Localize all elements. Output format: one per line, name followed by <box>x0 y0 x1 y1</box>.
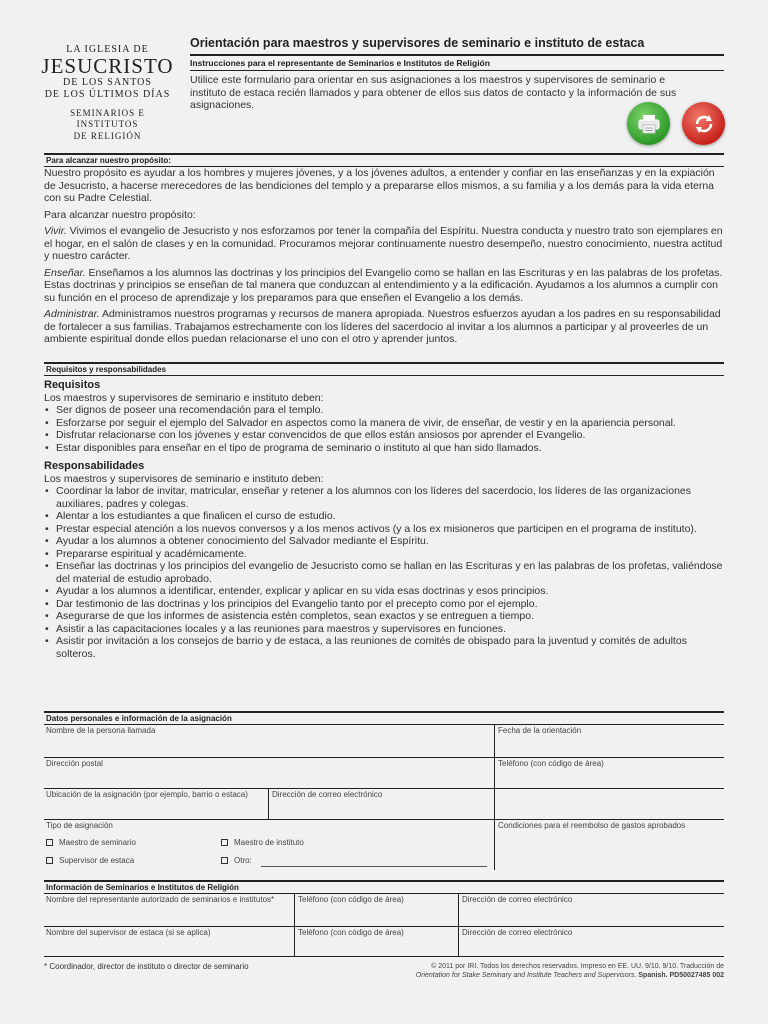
purpose-bar: Para alcanzar nuestro propósito: <box>44 153 724 167</box>
logo-line6: DE RELIGIÓN <box>73 131 142 141</box>
vivir-text: Vivimos el evangelio de Jesucristo y nos esforzamos por tener la compañía del Espíritu. Nuestra conducta y nuestro trato son ejemplares en el hogar, en el salón de clases y en la comunidad. Procuramos mejorar continuamente nuestro desempeño, nuestro conocimiento, nuestra actitud y nuestro carácter. <box>44 225 723 262</box>
ensenar-text: Enseñamos a los alumnos las doctrinas y los principios del Evangelio como se hallan en las Escrituras y en las palabras de los profetas. Estas doctrinas y principios se enseñan de tal manera que conduzcan al entendimiento y a la edificación. Ayudamos a los alumnos a cumplir con su función en el proceso de aprendizaje y los preparamos para que enseñen el Evangelio a los demás. <box>44 266 723 304</box>
sup-phone-field[interactable]: Teléfono (con código de área) <box>298 928 404 937</box>
responsibilities-list <box>44 485 724 660</box>
intro-text: Utilice este formulario para orientar en sus asignaciones a los maestros y supervisores de seminario e instituto de estaca recién llamados y para obtener de ellos sus datos de contacto y la información de sus asignaciones. <box>190 74 677 111</box>
requirements-heading: Requisitos <box>44 379 101 391</box>
logo-line5: SEMINARIOS E INSTITUTOS <box>70 108 145 129</box>
list-item: • Asegurarse de que los informes de asistencia estén completos, sean exactos y se entreguen a tiempo. <box>44 610 724 623</box>
checkbox[interactable] <box>46 857 53 864</box>
ses-info-form <box>44 894 724 956</box>
date-field[interactable]: Fecha de la orientación <box>498 726 582 735</box>
page-title: Orientación para maestros y supervisores de seminario e instituto de estaca <box>190 36 724 56</box>
printer-icon <box>638 114 660 134</box>
list-item: • Ser dignos de poseer una recomendación para el templo. <box>44 404 724 417</box>
print-button[interactable] <box>627 102 670 145</box>
logo-line4: DE LOS ÚLTIMOS DÍAS <box>44 89 171 100</box>
option-institute-teacher[interactable] <box>219 837 306 848</box>
list-item: • Asistir a las capacitaciones locales y a las reuniones para maestros y supervisores en funciones. <box>44 623 724 636</box>
list-item: • Prepararse espiritual y académicamente. <box>44 548 724 561</box>
list-item: • Estar disponibles para enseñar en el tipo de programa de seminario o instituto al que han sido llamados. <box>44 442 724 455</box>
requirements-bar: Requisitos y responsabilidades <box>44 362 724 376</box>
option-label: Maestro de seminario <box>59 838 136 847</box>
purpose-lead: Para alcanzar nuestro propósito: <box>44 208 196 221</box>
email-field[interactable]: Dirección de correo electrónico <box>272 790 383 799</box>
option-label: Supervisor de estaca <box>59 856 135 865</box>
ensenar-label: Enseñar. <box>44 266 86 279</box>
address-field[interactable]: Dirección postal <box>46 759 103 768</box>
requirements-intro: Los maestros y supervisores de seminario e instituto deben: <box>44 391 324 404</box>
vivir-label: Vivir. <box>44 225 67 237</box>
vivir-paragraph <box>44 225 724 263</box>
reset-button[interactable] <box>682 102 725 145</box>
personal-data-bar: Datos personales e información de la asignación <box>44 711 724 725</box>
church-logo <box>40 44 175 142</box>
personal-data-form <box>44 725 724 870</box>
list-item: • Ayudar a los alumnos a identificar, entender, explicar y aplicar en su vida esas doctrinas y esos principios. <box>44 585 724 598</box>
list-item: • Disfrutar relacionarse con los jóvenes y estar convencidos de que ellos están ansiosos por aprender el Evangelio. <box>44 429 724 442</box>
requirements-section <box>44 379 724 660</box>
other-input-line[interactable] <box>261 866 487 867</box>
copyright-line2 <box>360 971 724 980</box>
administrar-label: Administrar. <box>44 308 100 320</box>
item-number: Spanish. PD50027485 002 <box>636 972 724 979</box>
footnote: * Coordinador, director de instituto o director de seminario <box>44 962 249 971</box>
purpose-paragraph: Nuestro propósito es ayudar a los hombres y mujeres jóvenes, y a los jóvenes adultos, a entender y confiar en las enseñanzas y en la expiación de Jesucristo, a hacerse merecedores de las bendiciones del templo y a prepararse ellos mismos, a su familia y a los demás para la vida eterna con su Padre Celestial. <box>44 167 715 204</box>
ensenar-paragraph <box>44 267 724 305</box>
checkbox[interactable] <box>221 839 228 846</box>
responsibilities-intro: Los maestros y supervisores de seminario e instituto deben: <box>44 472 324 485</box>
list-item: • Ayudar a los alumnos a obtener conocimiento del Salvador mediante el Espíritu. <box>44 535 724 548</box>
option-label: Maestro de instituto <box>234 838 304 847</box>
copyright-line1: © 2011 por IRI. Todos los derechos reservados. Impreso en EE. UU. 9/10. 9/10. Traducción de <box>431 963 724 970</box>
administrar-paragraph <box>44 308 724 346</box>
copyright <box>360 962 724 980</box>
phone-field[interactable]: Teléfono (con código de área) <box>498 759 604 768</box>
sup-email-field[interactable]: Dirección de correo electrónico <box>462 928 573 937</box>
responsibilities-heading: Responsabilidades <box>44 460 145 472</box>
option-label: Otro: <box>234 856 252 865</box>
logo-line1: LA IGLESIA DE <box>66 44 149 55</box>
reimbursement-field[interactable]: Condiciones para el reembolso de gastos aprobados <box>498 821 686 830</box>
purpose-section <box>44 167 724 350</box>
name-field[interactable]: Nombre de la persona llamada <box>46 726 156 735</box>
option-seminary-teacher[interactable] <box>44 837 138 848</box>
logo-line3: DE LOS SANTOS <box>63 77 152 88</box>
assignment-type-label: Tipo de asignación <box>46 821 113 830</box>
ses-info-bar: Información de Seminarios e Institutos de Religión <box>44 880 724 894</box>
header <box>190 36 724 112</box>
supervisor-field[interactable]: Nombre del supervisor de estaca (si se aplica) <box>46 928 211 937</box>
rep-phone-field[interactable]: Teléfono (con código de área) <box>298 895 404 904</box>
requirements-list <box>44 404 724 454</box>
representative-field[interactable]: Nombre del representante autorizado de seminarios e institutos* <box>46 895 275 904</box>
logo-line2: JESUCRISTO <box>41 54 174 78</box>
list-item: • Dar testimonio de las doctrinas y los principios del Evangelio tanto por el precepto como por el ejemplo. <box>44 598 724 611</box>
location-field[interactable]: Ubicación de la asignación (por ejemplo, barrio o estaca) <box>46 790 248 799</box>
list-item: • Esforzarse por seguir el ejemplo del Salvador en aspectos como la manera de vivir, de enseñar, de vestir y en la apariencia personal. <box>44 417 724 430</box>
administrar-text: Administramos nuestros programas y recursos de manera apropiada. Nuestros esfuerzos ayudan a los padres en su responsabilidad de fortalecer a sus familias. Trabajamos estrechamente con los líderes del sacerdocio al invitar a los alumnos a participar y al proveerles de un ambiente espiritual donde ellos puedan relacionarse el uno con el otro y aprender juntos. <box>44 308 721 345</box>
list-item: • Alentar a los estudiantes a que finalicen el curso de estudio. <box>44 510 724 523</box>
list-item: • Coordinar la labor de invitar, matricular, enseñar y retener a los alumnos con los líderes del sacerdocio, los líderes de las organizaciones auxiliares, padres y colegas. <box>44 485 724 510</box>
list-item: • Asistir por invitación a los consejos de barrio y de estaca, a las reuniones de comités de obispado para la juventud y comités de adultos solteros. <box>44 635 724 660</box>
list-item: • Enseñar las doctrinas y los principios del evangelio de Jesucristo como se hallan en las Escrituras y en las palabras de los profetas, valiéndose del material de estudio aprobado. <box>44 560 724 585</box>
checkbox[interactable] <box>46 839 53 846</box>
option-stake-supervisor[interactable] <box>44 855 136 866</box>
checkbox[interactable] <box>221 857 228 864</box>
option-other[interactable] <box>219 855 254 866</box>
page-subtitle: Instrucciones para el representante de Seminarios e Institutos de Religión <box>190 56 724 71</box>
refresh-icon <box>692 112 716 136</box>
original-title: Orientation for Stake Seminary and Institute Teachers and Supervisors. <box>415 972 637 979</box>
rep-email-field[interactable]: Dirección de correo electrónico <box>462 895 573 904</box>
list-item: • Prestar especial atención a los nuevos conversos y a los menos activos (y a los ex misioneros que participen en el programa de instituto). <box>44 523 724 536</box>
